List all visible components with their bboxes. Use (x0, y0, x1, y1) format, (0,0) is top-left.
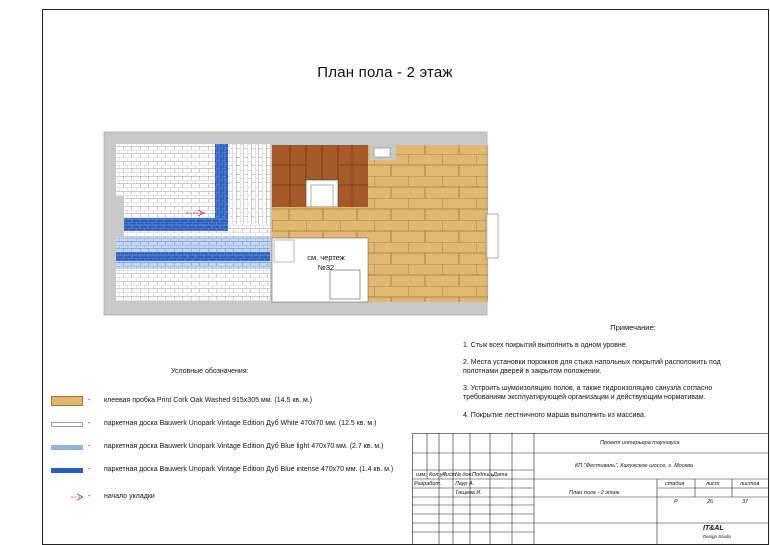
stamp-header-stage: стадия (665, 481, 685, 487)
white-parquet-swatch (51, 422, 83, 427)
stamp-sheet-count: 37 (742, 499, 749, 505)
stamp-name: Тащева И. (455, 490, 482, 496)
floor-cork-hall (272, 207, 368, 238)
note-item: 4. Покрытие лестничного марша выполнить из массива. (463, 411, 646, 419)
window-bay (486, 214, 498, 258)
cork-swatch (51, 396, 83, 406)
floor-blue-intense-vertical (215, 144, 228, 231)
notes-heading: Примечание: (610, 323, 656, 332)
studio-name: IT&AL (703, 525, 724, 532)
shower-tray (330, 270, 360, 299)
page-title: План пола - 2 этаж (317, 64, 453, 81)
stamp-project: Проект интерьера таунхауса (600, 440, 680, 446)
legend-dash: - (88, 493, 91, 500)
stamp-col: Кол.уч (429, 472, 446, 478)
stamp-stage: Р (674, 499, 678, 505)
stamp-sheet-number: 26 (707, 499, 714, 505)
legend-row-white (47, 419, 447, 431)
blue-light-swatch (51, 445, 83, 450)
legend-row-start (47, 492, 447, 504)
drawing-reference-line2: №32 (317, 263, 335, 272)
legend-dash: - (88, 397, 91, 404)
note-item: 2. Места установки порожков для стыка напольных покрытий расположить под полотнами дверей в закрытом положении. (463, 359, 721, 375)
note-item: 3. Устроить шумоизоляцию полов, а также гидроизоляцию санузла согласно требованиям эксплуатирующей организации и действующим нормативам. (463, 385, 713, 401)
floor-blue-light-lower (116, 261, 270, 269)
stamp-header-sheet: лист (706, 481, 720, 487)
wall-jamb (104, 196, 124, 242)
drawing-reference-line1: см. чертеж (307, 253, 345, 262)
legend-dash: - (88, 420, 91, 427)
stamp-col: Подпись (472, 472, 494, 478)
stamp-col: Лист (442, 472, 457, 478)
floor-blue-intense-horizontal (124, 218, 228, 231)
stamp-col: № док. (455, 472, 473, 478)
stamp-role: Разработ. (414, 481, 442, 487)
floor-blue-intense-corridor (116, 252, 270, 261)
blue-intense-swatch (51, 468, 83, 473)
studio-subtitle: Design Studio (703, 534, 732, 539)
stamp-sheet-title: План пола - 2 этаж (569, 490, 620, 496)
legend-dash: - (88, 443, 91, 450)
wall-jamb-lower (104, 266, 116, 302)
bath-fixture (274, 240, 294, 262)
legend-label: паркетная доска Bauwerk Unopark Vintage Edition Дуб White 470x70 мм. (12.5 кв. м.) (104, 420, 377, 427)
floor-white-parquet-vertical (230, 144, 270, 224)
legend-row-blue-intense (47, 465, 447, 477)
radiator (374, 148, 390, 157)
legend-row-cork (47, 396, 447, 408)
drawing-reference (300, 253, 352, 273)
legend-row-blue-light (47, 442, 447, 454)
legend-label: клеевая пробка Print Cork Oak Washed 915x305 мм. (14.5 кв. м.) (104, 397, 313, 404)
note-item: 1. Стык всех покрытий выполнить в одном уровне. (463, 341, 628, 349)
legend-heading: Условные обозначения: (171, 368, 249, 375)
stamp-address: КП "Фестиваль", Калужское шоссе, г. Москва (575, 463, 693, 469)
stamp-header-sheets: листов (740, 481, 760, 487)
stamp-col: Дата (493, 472, 508, 478)
floor-cork-room (368, 145, 488, 302)
legend-label: паркетная доска Bauwerk Unopark Vintage Edition Дуб Blue intense 470x70 мм. (1.4 кв. м.) (104, 466, 394, 473)
legend-dash: - (88, 466, 91, 473)
stamp-col: изм. (416, 472, 427, 478)
floor-blue-light (116, 237, 270, 252)
stamp-name: Лаур А. (455, 481, 475, 487)
legend-label: паркетная доска Bauwerk Unopark Vintage Edition Дуб Blue light 470x70 мм. (2.7 кв. м.) (104, 443, 384, 450)
start-arrow-icon (51, 492, 83, 502)
title-block (412, 433, 769, 545)
notes-block (463, 324, 753, 429)
legend-label: начало укладки (104, 493, 155, 500)
